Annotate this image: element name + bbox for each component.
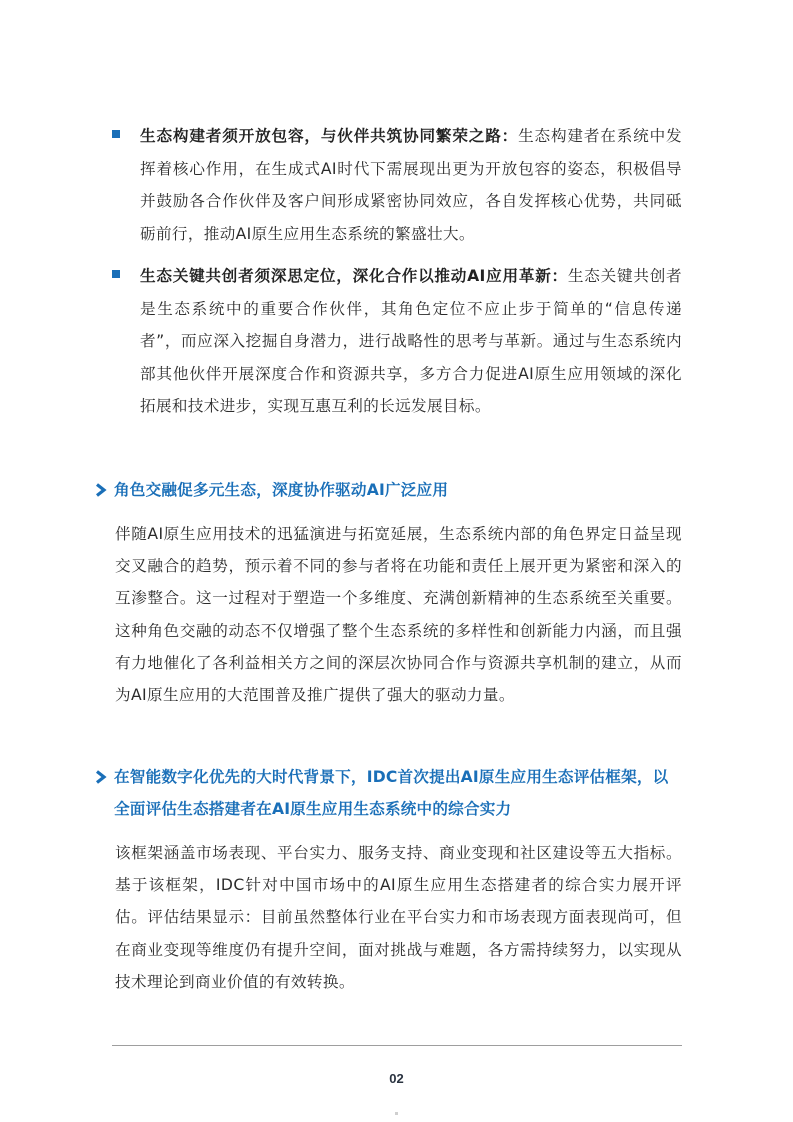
bullet-text <box>140 120 682 250</box>
bullet-body: 生态关键共创者是生态系统中的重要合作伙伴，其角色定位不应止步于简单的“信息传递者”，而应深入挖掘自身潜力，进行战略性的思考与革新。通过与生态系统内部其他伙伴开展深度合作和资源共享，多方合力促进AI原生应用领域的深化拓展和技术进步，实现互惠互利的长远发展目标。 <box>140 267 682 415</box>
square-bullet-icon <box>112 270 120 278</box>
square-bullet-icon <box>112 130 120 138</box>
bullet-lead: 生态构建者须开放包容，与伙伴共筑协同繁荣之路： <box>140 127 519 145</box>
page-dot-decoration <box>395 1112 398 1115</box>
bullet-item-key-co-creator <box>112 260 682 423</box>
bullet-item-ecosystem-builder <box>112 120 682 250</box>
bullet-body: 生态构建者在系统中发挥着核心作用，在生成式AI时代下需展现出更为开放包容的姿态，积极倡导并鼓励各合作伙伴及客户间形成紧密协同效应，各自发挥核心优势，共同砥砺前行，推动AI原生应用生态系统的繁盛壮大。 <box>140 127 682 243</box>
section-heading-idc-framework <box>95 761 695 825</box>
page-number: 02 <box>389 1071 404 1086</box>
chevron-right-icon <box>95 770 107 784</box>
chevron-right-icon <box>95 483 107 497</box>
section-paragraph-role-fusion: 伴随AI原生应用技术的迅猛演进与拓宽延展，生态系统内部的角色界定日益呈现交叉融合的趋势，预示着不同的参与者将在功能和责任上展开更为紧密和深入的互渗整合。这一过程对于塑造一个多维度、充满创新精神的生态系统至关重要。这种角色交融的动态不仅增强了整个生态系统的多样性和创新能力内涵，而且强有力地催化了各利益相关方之间的深层次协同合作与资源共享机制的建立，从而为AI原生应用的大范围普及推广提供了强大的驱动力量。 <box>115 525 682 705</box>
bullet-lead: 生态关键共创者须深思定位，深化合作以推动AI应用革新： <box>140 267 568 285</box>
footer-divider <box>112 1045 682 1046</box>
section-heading-role-fusion <box>95 474 695 506</box>
section-heading-line-1: 在智能数字化优先的大时代背景下，IDC首次提出AI原生应用生态评估框架，以 <box>114 768 669 786</box>
section-paragraph-idc-framework: 该框架涵盖市场表现、平台实力、服务支持、商业变现和社区建设等五大指标。基于该框架，IDC针对中国市场中的AI原生应用生态搭建者的综合实力展开评估。评估结果显示：目前虽然整体行业在平台实力和市场表现方面表现尚可，但在商业变现等维度仍有提升空间，面对挑战与难题，各方需持续努力，以实现从技术理论到商业价值的有效转换。 <box>115 844 682 991</box>
bullet-text <box>140 260 682 423</box>
section-heading-text: 角色交融促多元生态，深度协作驱动AI广泛应用 <box>114 481 449 499</box>
section-heading-line-2: 全面评估生态搭建者在AI原生应用生态系统中的综合实力 <box>114 800 512 818</box>
